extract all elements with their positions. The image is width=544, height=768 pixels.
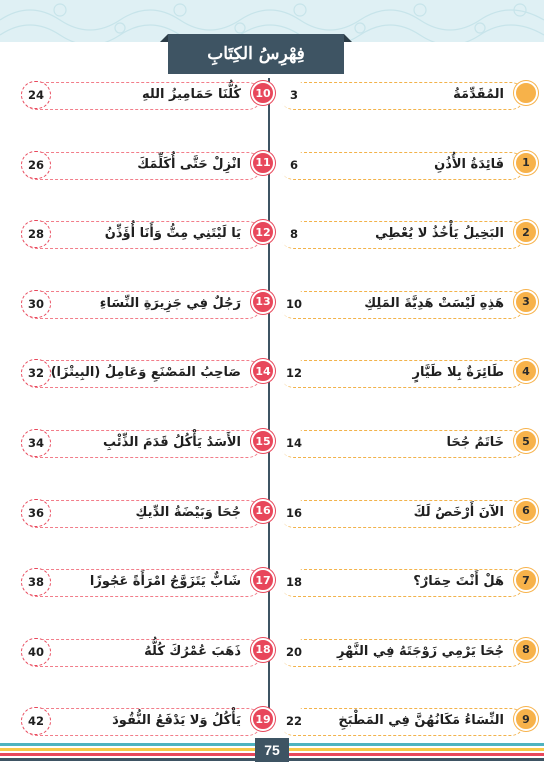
chapter-title: صَاحِبُ المَصْنَعِ وَعَامِلُ (البِيتْزَا) (50, 365, 241, 381)
chapter-number-badge: 13 (251, 290, 275, 314)
right-entry[interactable] (280, 500, 530, 528)
chapter-page-number: 42 (21, 707, 51, 735)
chapter-number-badge: 15 (251, 429, 275, 453)
chapter-title: شَابٌّ يَتَزَوَّجُ امْرَأَةً عَجُوزًا (89, 574, 241, 590)
chapter-number-badge: 6 (514, 499, 538, 523)
chapter-page-number: 14 (279, 429, 309, 457)
chapter-page-number: 8 (279, 220, 309, 248)
chapter-page-number: 22 (279, 707, 309, 735)
right-entry[interactable] (280, 360, 530, 388)
chapter-number-badge (514, 81, 538, 105)
chapter-title: يَا لَيْتَنِي مِتُّ وَأَنَا أُؤَذِّنُ (104, 226, 241, 242)
chapter-title: جُحَا وَبَيْضَةُ الدِّيكِ (135, 504, 241, 520)
chapter-title: كُلُّنَا حَمَامِيزُ اللهِ (141, 87, 241, 102)
page-title (168, 34, 344, 74)
left-entry[interactable] (22, 569, 271, 597)
right-entry[interactable] (280, 430, 530, 458)
chapter-title: فَائِدَةُ الأُذُنِ (434, 156, 504, 172)
chapter-page-number: 36 (21, 499, 51, 527)
chapter-title: جُحَا يَرْمِي زَوْجَتَهُ فِي النَّهْرِ (337, 643, 504, 659)
left-entry[interactable] (22, 500, 271, 528)
right-entry[interactable] (280, 221, 530, 249)
chapter-page-number: 38 (21, 568, 51, 596)
chapter-number-badge: 3 (514, 290, 538, 314)
chapter-page-number: 32 (21, 359, 51, 387)
chapter-title: الأَسَدُ يَأْكُلُ قَدَمَ الذِّئْبِ (103, 435, 241, 450)
chapter-page-number: 30 (21, 290, 51, 318)
chapter-title: يَأْكُلُ وَلا يَدْفَعُ النُّقُودَ (112, 713, 241, 729)
chapter-page-number: 16 (279, 499, 309, 527)
chapter-title: رَجُلٌ فِي جَزِيرَةِ النِّسَاءِ (99, 295, 241, 311)
chapter-number-badge: 14 (251, 359, 275, 383)
chapter-page-number: 20 (279, 638, 309, 666)
chapter-title: هَلْ أَنْتَ حِمَارٌ؟ (413, 574, 504, 590)
chapter-number-badge: 7 (514, 568, 538, 592)
chapter-title: طَائِرَةٌ بِلا طَيَّارٍ (412, 365, 504, 381)
chapter-page-number: 24 (21, 81, 51, 109)
left-entry[interactable] (22, 152, 271, 180)
chapter-title: خَاتَمُ جُحَا (446, 435, 504, 450)
left-entry[interactable] (22, 291, 271, 319)
right-entry[interactable] (280, 708, 530, 736)
right-entry[interactable] (280, 639, 530, 667)
chapter-number-badge: 5 (514, 429, 538, 453)
chapter-title: ذَهَبَ عُمْرُكَ كُلُّهُ (144, 643, 241, 659)
right-entry[interactable] (280, 291, 530, 319)
chapter-number-badge: 10 (251, 81, 275, 105)
chapter-page-number: 26 (21, 151, 51, 179)
chapter-title: البَخِيلُ يَأْخُذُ لا يُعْطِي (375, 226, 504, 242)
right-entry[interactable] (280, 569, 530, 597)
right-entry[interactable] (280, 152, 530, 180)
chapter-title: هَذِهِ لَيْسَتْ هَدِيَّةَ المَلِكِ (364, 295, 504, 311)
chapter-title: الآنَ أَرْخَصُ لَكَ (413, 504, 504, 520)
left-entry[interactable] (22, 221, 271, 249)
chapter-page-number: 3 (279, 81, 309, 109)
chapter-number-badge: 19 (251, 707, 275, 731)
chapter-title: النِّسَاءُ مَكَانُهُنَّ فِي المَطْبَخِ (338, 713, 504, 729)
chapter-number-badge: 1 (514, 151, 538, 175)
chapter-number-badge: 12 (251, 220, 275, 244)
chapter-number-badge: 2 (514, 220, 538, 244)
chapter-number-badge: 18 (251, 638, 275, 662)
chapter-number-badge: 16 (251, 499, 275, 523)
chapter-number-badge: 8 (514, 638, 538, 662)
chapter-title: انْزِلْ حَتَّى أُكَلِّمَكَ (137, 156, 241, 172)
left-entry[interactable] (22, 360, 271, 388)
chapter-number-badge: 9 (514, 707, 538, 731)
chapter-number-badge: 11 (251, 151, 275, 175)
page-number (255, 738, 289, 762)
chapter-page-number: 28 (21, 220, 51, 248)
chapter-page-number: 6 (279, 151, 309, 179)
chapter-page-number: 18 (279, 568, 309, 596)
right-entry[interactable] (280, 82, 525, 110)
left-entry[interactable] (22, 708, 271, 736)
chapter-page-number: 40 (21, 638, 51, 666)
chapter-page-number: 10 (279, 290, 309, 318)
chapter-number-badge: 17 (251, 568, 275, 592)
chapter-title: المُقَدِّمَةُ (453, 87, 504, 102)
page-number-text: 75 (264, 742, 280, 758)
chapter-page-number: 12 (279, 359, 309, 387)
left-entry[interactable] (22, 82, 271, 110)
column-divider (268, 78, 270, 726)
left-entry[interactable] (22, 639, 271, 667)
chapter-page-number: 34 (21, 429, 51, 457)
page-title-text: فِهْرِسُ الكِتَابِ (207, 44, 305, 64)
left-entry[interactable] (22, 430, 271, 458)
chapter-number-badge: 4 (514, 359, 538, 383)
